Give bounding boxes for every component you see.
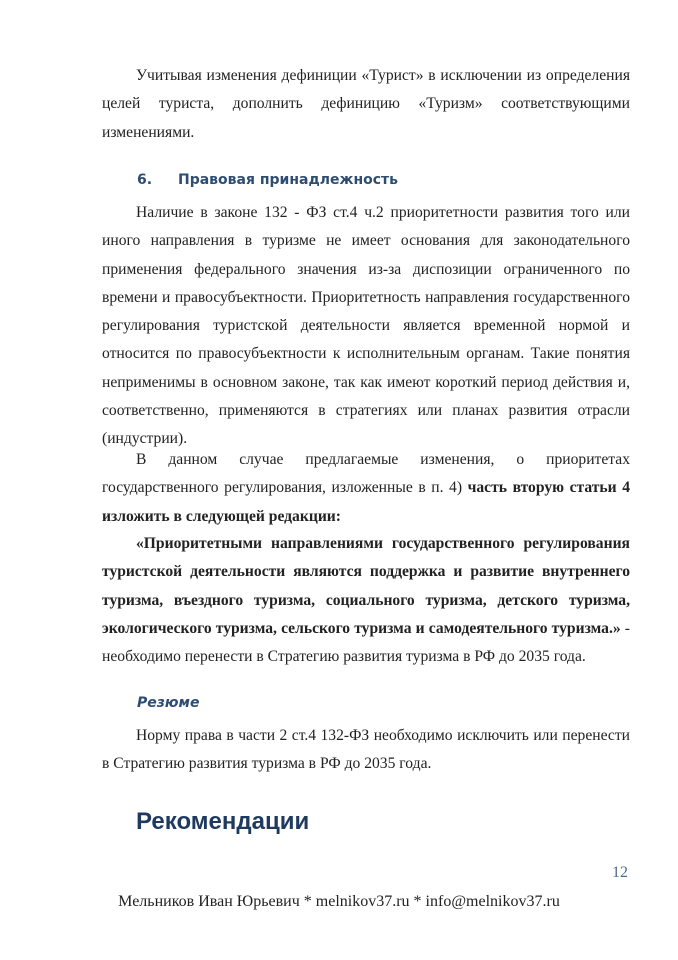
section-title: Правовая принадлежность [178, 172, 399, 188]
section-number: 6. [137, 172, 153, 188]
paragraph-tourist-definition [102, 62, 630, 147]
paragraph-text: Учитывая изменения дефиниции «Турист» в исключении из определения целей туриста, дополнить дефиницию «Туризм» соответствующими изменениями. [102, 67, 630, 141]
paragraph-text: Наличие в законе 132 - ФЗ ст.4 ч.2 приоритетности развития того или иного направления в туризме не имеет основания для законодательного применения федерального значения из-за диспозиции ограниченного по времени и правосубъектности. Приоритетность направления государственного регулирования туристской деятельности является временной нормой и относится по правосубъектности к исполнительным органам. Такие понятия неприменимы в основном законе, так как имеют короткий период действия и, соответственно, применяются в стратегиях или планах развития отрасли (индустрии). [102, 204, 630, 448]
paragraph-legal-affiliation [102, 199, 630, 454]
bold-text: часть вторую статьи 4 изложить в следующей редакции: [102, 479, 630, 525]
paragraph-text: «Приоритетными направлениями государственного регулирования туристской деятельности являются поддержка и развитие внутреннего туризма, въездного туризма, социального туризма, детского туризма, экологического туризма, сельского туризма и самодеятельного туризма.» - необходимо перенести в Стратегию развития туризма в РФ до 2035 года. [102, 535, 630, 666]
paragraph-resume [102, 722, 630, 779]
recommendations-heading: Рекомендации [136, 808, 310, 835]
resume-heading: Резюме [137, 695, 200, 711]
paragraph-text: Норму права в части 2 ст.4 132-ФЗ необходимо исключить или перенести в Стратегию развития туризма в РФ до 2035 года. [102, 727, 630, 773]
quoted-norm: «Приоритетными направлениями государственного регулирования туристской деятельности являются поддержка и развитие внутреннего туризма, въездного туризма, социального туризма, детского туризма, экологического туризма, сельского туризма и самодеятельного туризма.» [102, 535, 630, 637]
section-heading [137, 172, 398, 188]
paragraph-quote [102, 530, 630, 671]
page-footer: Мельников Иван Юрьевич * melnikov37.ru * info@melnikov37.ru [118, 893, 560, 910]
page-number: 12 [612, 864, 628, 881]
paragraph-case [102, 446, 630, 531]
paragraph-text: В данном случае предлагаемые изменения, о приоритетах государственного регулирования, изложенные в п. 4) часть вторую статьи 4 изложить в следующей редакции: [102, 451, 630, 525]
